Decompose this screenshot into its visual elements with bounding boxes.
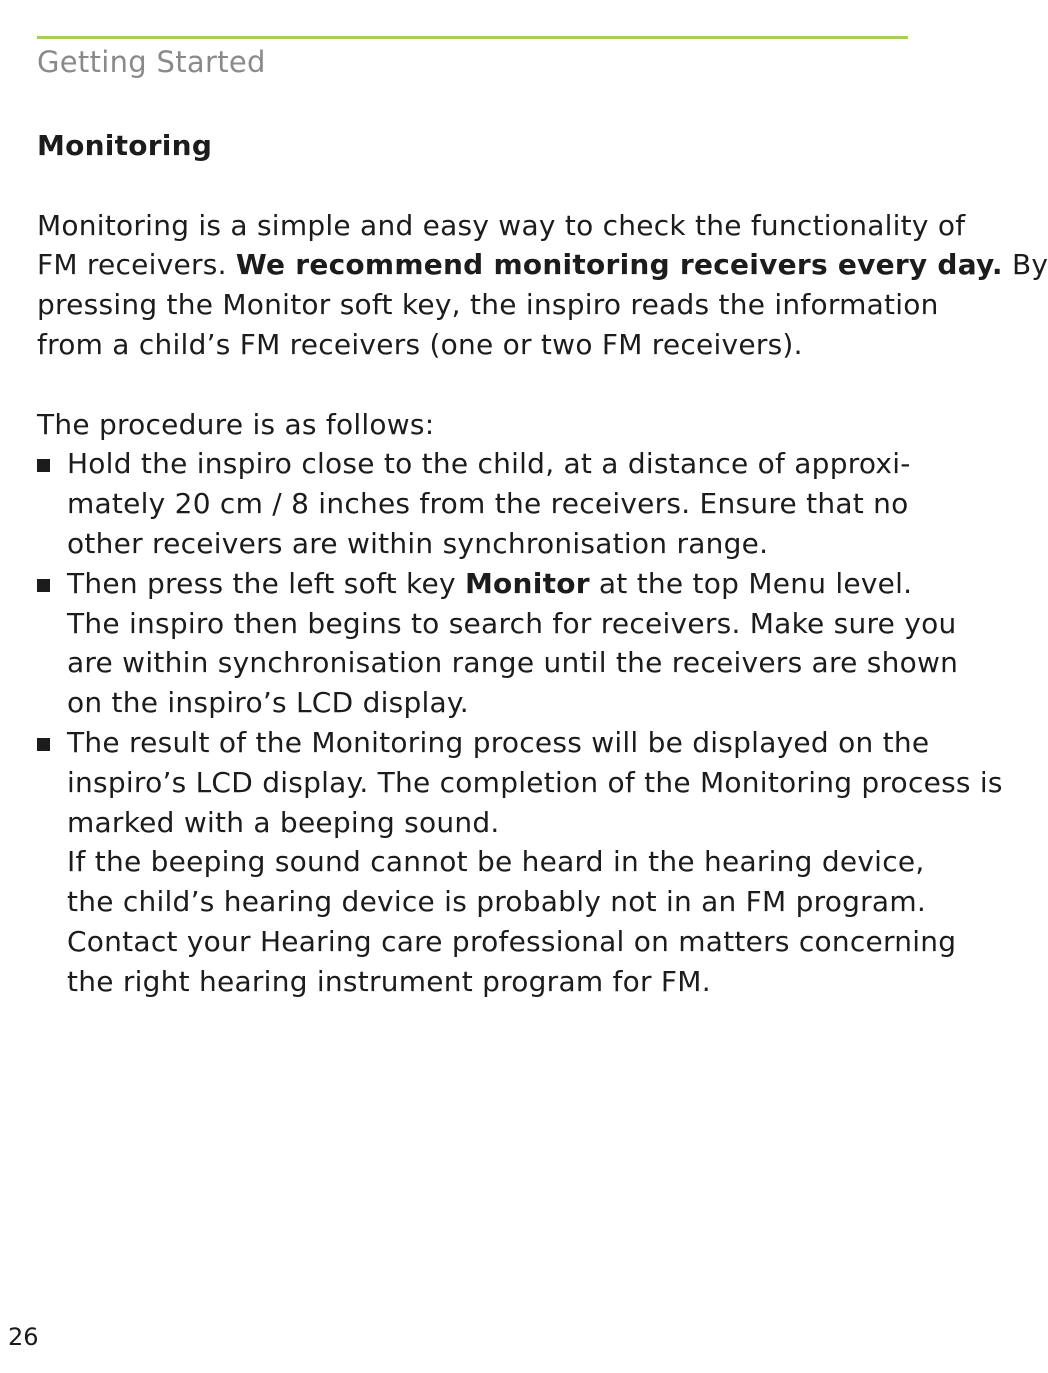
procedure-intro: The procedure is as follows: (37, 407, 435, 441)
spacer (37, 365, 917, 405)
intro-paragraph (37, 206, 1048, 365)
square-bullet-icon (37, 579, 50, 592)
monitor-key-emphasis: Monitor (464, 566, 590, 600)
section-title: Getting Started (37, 45, 266, 79)
intro-line: FM receivers. We recommend monitoring receivers every day. By (37, 248, 1048, 282)
page-heading: Monitoring (37, 129, 213, 162)
procedure-steps (37, 444, 1003, 1001)
square-bullet-icon (37, 738, 50, 751)
square-bullet-icon (37, 459, 50, 472)
procedure-step: Then press the left soft key Monitor at the top Menu level. The inspiro then begins to search for receivers. Make sure you are within synchronisation range until the receivers are shown on the inspiro’s LCD display. (37, 564, 917, 723)
intro-line: pressing the Monitor soft key, the inspiro reads the information (37, 288, 939, 322)
procedure-step: The result of the Monitoring process will be displayed on the inspiro’s LCD display. The completion of the Monitoring process is marked with a beeping sound. If the beeping sound cannot be heard in the hearing device, the child’s hearing device is probably not in an FM program. Contact your Hearing care professional on matters concerning the right hearing instrument program for FM. (37, 723, 917, 1002)
header-divider (37, 36, 908, 39)
intro-line: Monitoring is a simple and easy way to check the functionality of (37, 208, 966, 242)
spacer (37, 166, 917, 206)
recommendation-emphasis: We recommend monitoring receivers every day. (235, 248, 1003, 282)
procedure-step: Hold the inspiro close to the child, at a distance of approxi- mately 20 cm / 8 inches from the receivers. Ensure that no other receivers are within synchronisation range. (37, 444, 917, 563)
page-content (37, 126, 1048, 1002)
intro-line: from a child’s FM receivers (one or two FM receivers). (37, 327, 803, 361)
page-number: 26 (8, 1323, 39, 1351)
